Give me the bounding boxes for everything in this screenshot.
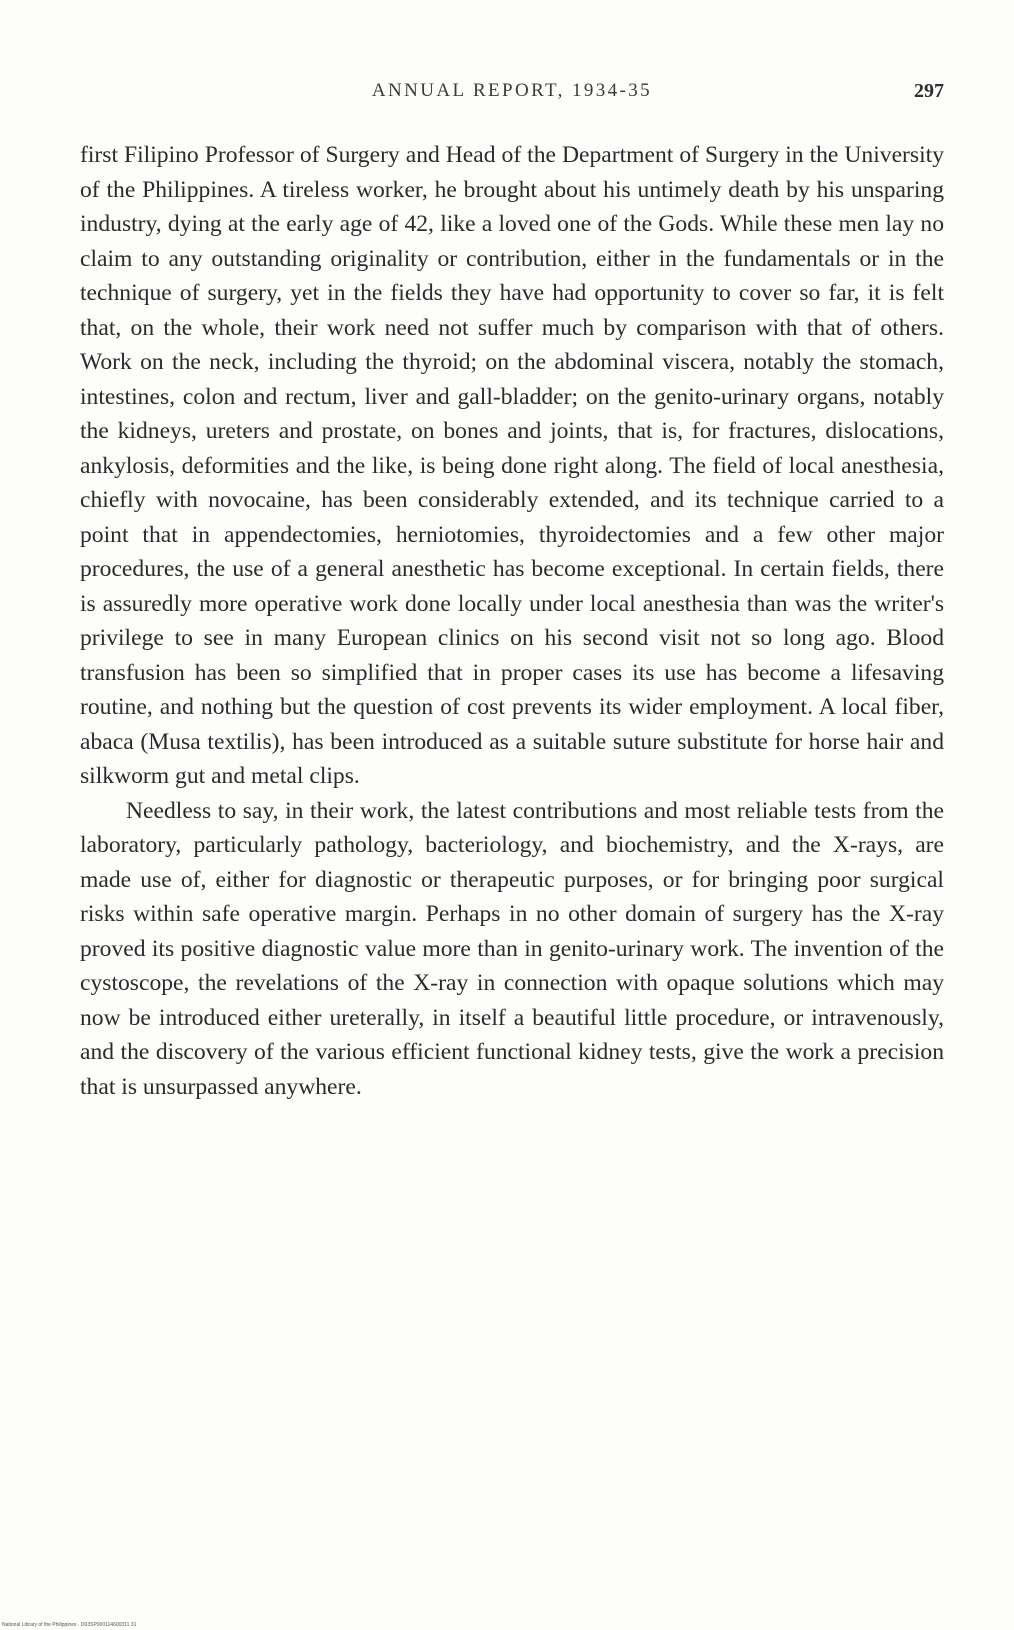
running-head [80,80,944,114]
library-credit: National Library of the Philippines · D03SP000114600311 31 [2,1622,137,1628]
page-number: 297 [914,80,944,102]
body-text [80,138,944,1104]
paragraph-laboratory-xray: Needless to say, in their work, the latest contributions and most reliable tests from the laboratory, particularly pathology, bacteriology, and biochemistry, and the X-rays, are made use of, either for diagnostic or therapeutic purposes, or for bringing poor surgical risks within safe operative margin. Perhaps in no other domain of surgery has the X-ray proved its positive diagnostic value more than in genito-urinary work. The invention of the cystoscope, the revelations of the X-ray in connection with opaque solutions which may now be introduced either ureterally, in itself a beautiful little procedure, or intravenously, and the discovery of the various efficient functional kidney tests, give the work a precision that is unsurpassed anywhere. [80,797,944,1100]
running-title: ANNUAL REPORT, 1934-35 [371,80,653,101]
paragraph-surgery-work: first Filipino Professor of Surgery and Head of the Department of Surgery in the University of the Philippines. A tireless worker, he brought about his untimely death by his unsparing industry, dying at the early age of 42, like a loved one of the Gods. While these men lay no claim to any outstanding originality or contribution, either in the fundamentals or in the technique of surgery, yet in the fields they have had opportunity to cover so far, it is felt that, on the whole, their work need not suffer much by comparison with that of others. Work on the neck, including the thyroid; on the abdominal viscera, notably the stomach, intestines, colon and rectum, liver and gall-bladder; on the genito-urinary organs, notably the kidneys, ureters and prostate, on bones and joints, that is, for fractures, dislocations, ankylosis, deformities and the like, is being done right along. The field of local anesthesia, chiefly with novocaine, has been considerably extended, and its technique carried to a point that in appendectomies, herniotomies, thyroidectomies and a few other major procedures, the use of a general anesthetic has become exceptional. In certain fields, there is assuredly more operative work done locally under local anesthesia than was the writer's privilege to see in many European clinics on his second visit not so long ago. Blood transfusion has been so simplified that in proper cases its use has become a lifesaving routine, and nothing but the question of cost prevents its wider employment. A local fiber, abaca (Musa textilis), has been introduced as a suitable suture substitute for horse hair and silkworm gut and metal clips. [80,142,944,789]
